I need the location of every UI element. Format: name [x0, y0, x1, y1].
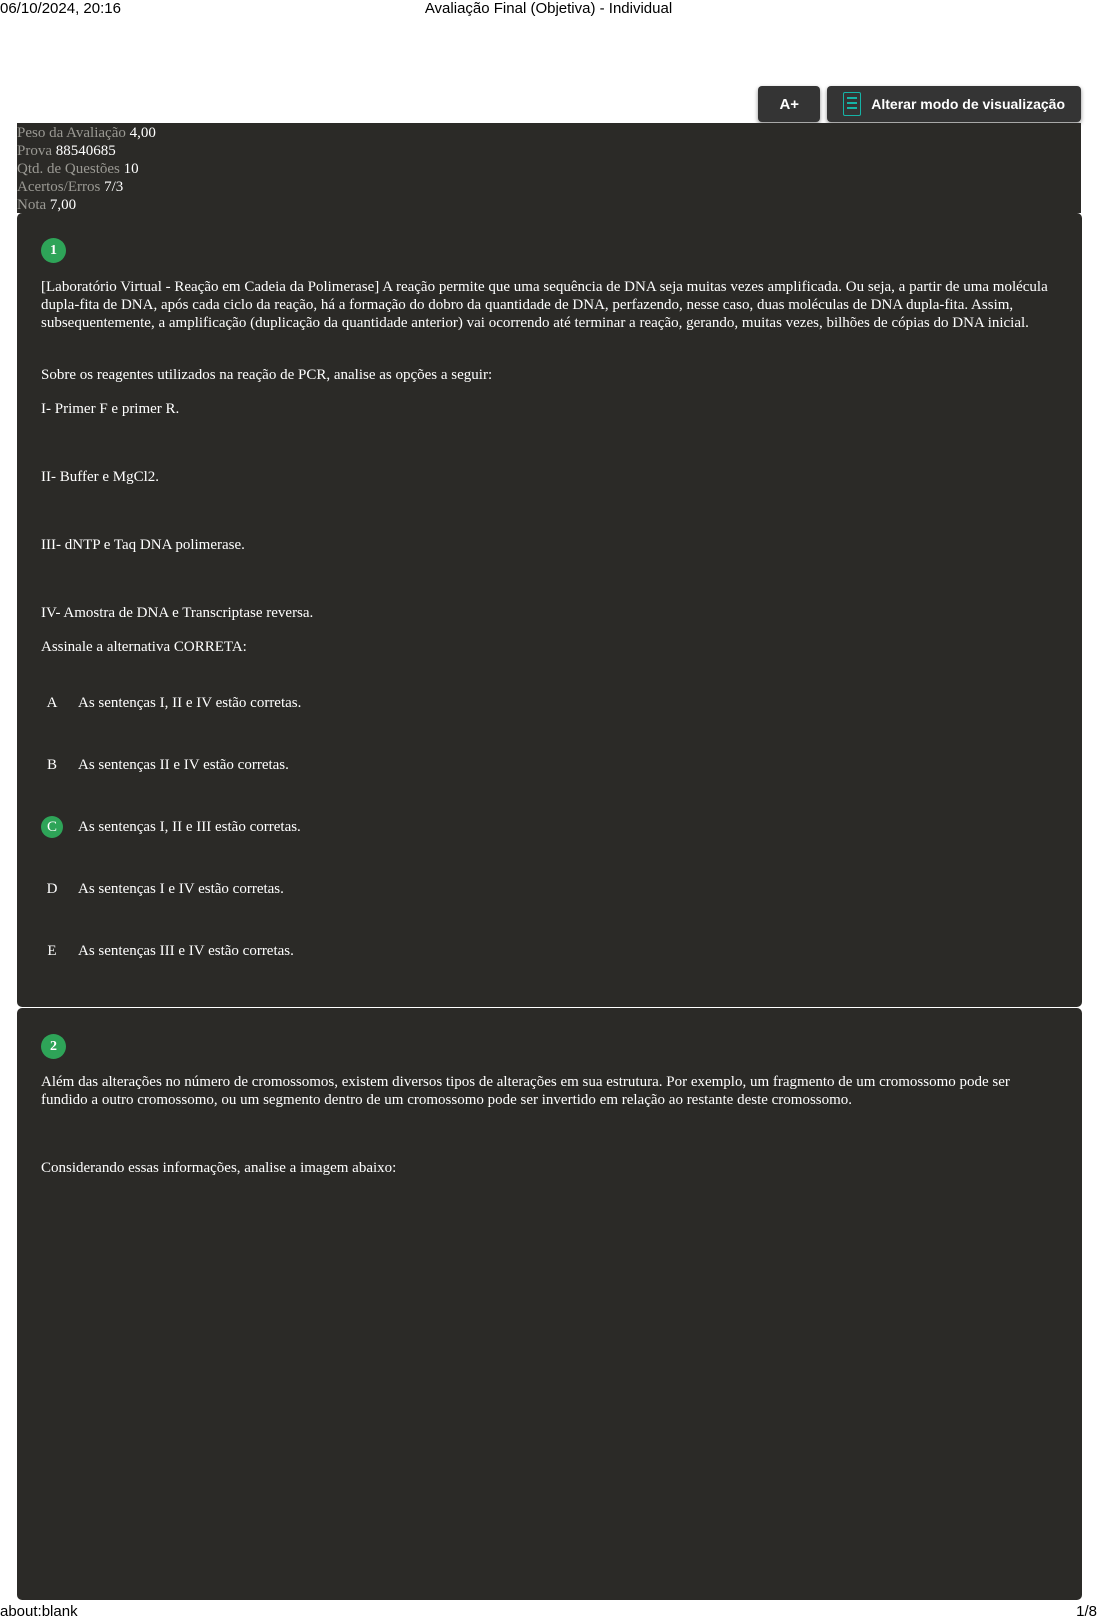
option-text: As sentenças I e IV estão corretas.: [78, 880, 284, 897]
answer-option-b[interactable]: [41, 752, 1058, 778]
option-letter: D: [46, 880, 58, 897]
statement-item: II- Buffer e MgCl2.: [41, 469, 160, 485]
change-view-mode-button[interactable]: [827, 86, 1081, 122]
option-text: As sentenças II e IV estão corretas.: [78, 756, 289, 773]
exam-summary: [17, 123, 1081, 213]
question-number-badge: 1: [41, 238, 66, 263]
question-statement: [41, 278, 1058, 332]
answer-option-d[interactable]: [41, 876, 1058, 902]
summary-acertos: [17, 178, 1081, 196]
peso-label: Peso da Avaliação: [17, 125, 126, 141]
statement-item: III- dNTP e Taq DNA polimerase.: [41, 537, 245, 553]
option-text: As sentenças III e IV estão corretas.: [78, 942, 294, 959]
print-datetime: 06/10/2024, 20:16: [0, 0, 121, 17]
summary-questoes: [17, 160, 1081, 178]
question-card: [17, 1008, 1082, 1600]
question-statement: Além das alterações no número de cromossomos, existem diversos tipos de alterações em sua estrutura. Por exemplo, um fragmento de um cromossomo pode ser fundido a outro cromossomo, ou um segmento dentro de um cromossomo pode ser invertido em relação ao restante deste cromossomo.: [41, 1074, 1010, 1108]
correct-option-badge: C: [41, 816, 63, 838]
nota-label: Nota: [17, 197, 47, 213]
question-prompt: Considerando essas informações, analise a imagem abaixo:: [41, 1160, 397, 1176]
acertos-label: Acertos/Erros: [17, 179, 101, 195]
summary-prova: [17, 142, 1081, 160]
answer-option-c-correct[interactable]: [41, 814, 1058, 840]
questoes-value: 10: [123, 161, 139, 177]
print-footer: [0, 1603, 1097, 1621]
summary-peso: [17, 124, 1081, 142]
nota-value: 7,00: [49, 197, 77, 213]
option-text: As sentenças I, II e IV estão corretas.: [78, 694, 302, 711]
toolbar: [758, 86, 1081, 122]
increase-font-button[interactable]: A+: [758, 86, 820, 122]
question-instruction: Assinale a alternativa CORRETA:: [41, 639, 247, 655]
print-url: about:blank: [0, 1603, 78, 1620]
summary-nota: [17, 196, 1081, 214]
document-icon: [843, 92, 861, 116]
option-letter: A: [46, 694, 58, 711]
question-number-badge: 2: [41, 1034, 66, 1059]
question-prompt: Sobre os reagentes utilizados na reação de PCR, analise as opções a seguir:: [41, 367, 493, 383]
statement-item: I- Primer F e primer R.: [41, 401, 180, 417]
questoes-label: Qtd. de Questões: [17, 161, 120, 177]
print-page-number: 1/8: [1076, 1603, 1097, 1620]
print-header: [0, 0, 1097, 18]
answer-option-a[interactable]: [41, 690, 1058, 716]
option-letter: E: [47, 942, 57, 959]
statement-text: [Laboratório Virtual - Reação em Cadeia da Polimerase] A reação permite que uma sequência de DNA seja muitas vezes amplificada. Ou seja, a partir de uma molécula dupla-fita de DNA, após cada ciclo da reação, há a formação do dobro da quantidade de DNA, perfazendo, nesse caso, duas moléculas de DNA dupla-fita. Assim, subsequentemente, a amplificação (duplicação da quantidade anterior) vai ocorrendo até terminar a reação, gerando, muitas vezes, bilhões de cópias do DNA inicial.: [41, 279, 1048, 331]
answer-option-e[interactable]: [41, 938, 1058, 964]
change-view-mode-label: Alterar modo de visualização: [871, 96, 1065, 112]
prova-label: Prova: [17, 143, 52, 159]
prova-value: 88540685: [55, 143, 116, 159]
option-text: As sentenças I, II e III estão corretas.: [78, 818, 301, 835]
statement-item: IV- Amostra de DNA e Transcriptase reversa.: [41, 605, 314, 621]
question-card: [17, 213, 1082, 1007]
acertos-value: 7/3: [104, 179, 124, 195]
peso-value: 4,00: [129, 125, 156, 141]
print-title: Avaliação Final (Objetiva) - Individual: [424, 0, 673, 17]
option-letter: B: [46, 756, 57, 773]
